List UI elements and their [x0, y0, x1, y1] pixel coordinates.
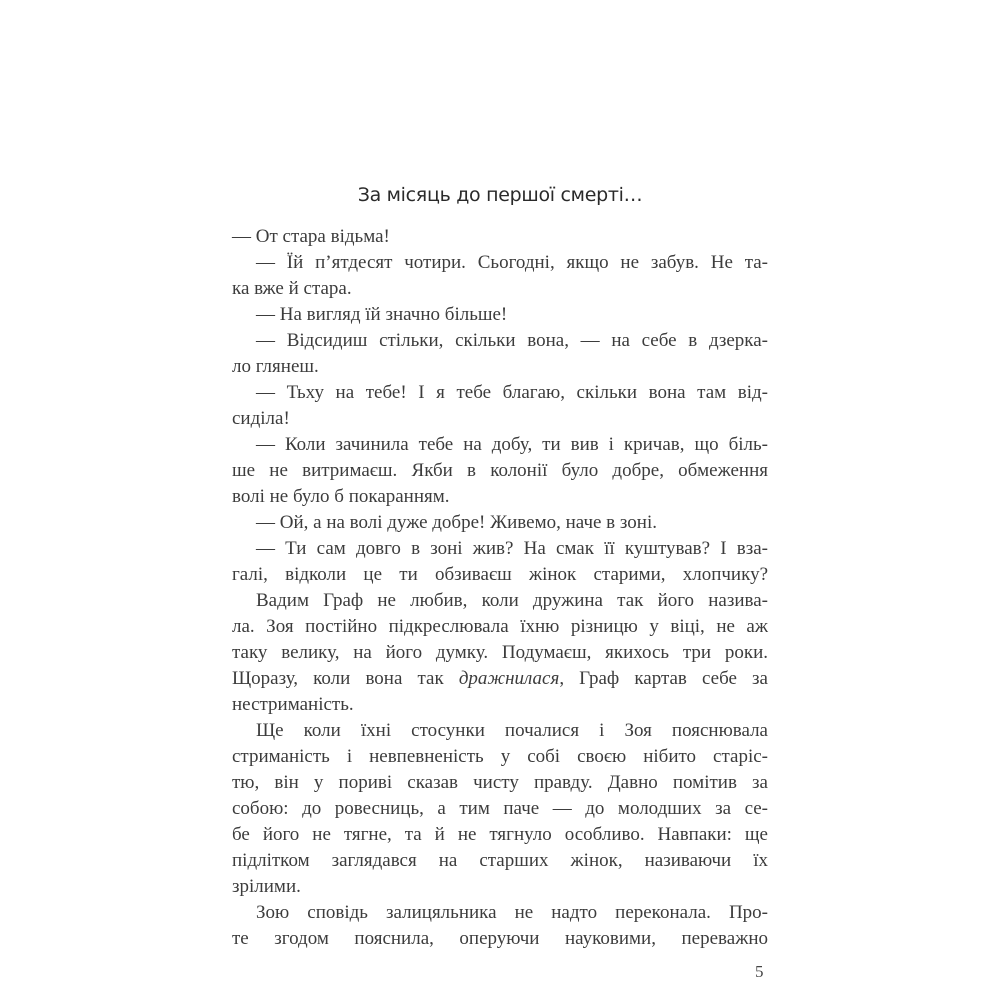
- text-span: , Граф картав себе за: [559, 668, 768, 689]
- text-line: ка вже й стара.: [232, 278, 352, 299]
- text-line: — Коли зачинила тебе на добу, ти вив і кричав, що біль-: [256, 434, 768, 455]
- text-line: — Їй п’ятдесят чотири. Сьогодні, якщо не забув. Не та-: [256, 252, 768, 273]
- body-text: [232, 224, 768, 952]
- text-line: те згодом пояснила, оперуючи науковими, переважно: [232, 928, 768, 949]
- text-line: таку велику, на його думку. Подумаєш, якихось три роки.: [232, 642, 768, 663]
- text-line: — Тьху на тебе! І я тебе благаю, скільки вона там від-: [256, 382, 768, 403]
- text-line: волі не було б покаранням.: [232, 486, 450, 507]
- text-line: стриманість і невпевненість у собі своєю нібито старіс-: [232, 746, 768, 767]
- text-line: зрілими.: [232, 876, 301, 897]
- text-line: — На вигляд їй значно більше!: [256, 304, 508, 325]
- text-line: Зою сповідь залицяльника не надто переконала. Про-: [256, 902, 768, 923]
- text-line: — Ой, а на волі дуже добре! Живемо, наче в зоні.: [256, 512, 657, 533]
- text-line: бе його не тягне, та й не тягнуло особливо. Навпаки: ще: [232, 824, 768, 845]
- text-line: Вадим Граф не любив, коли дружина так його назива-: [256, 590, 768, 611]
- text-line: — Ти сам довго в зоні жив? На смак її куштував? І вза-: [256, 538, 768, 559]
- page-number: 5: [755, 962, 764, 981]
- text-span: Щоразу, коли вона так: [232, 668, 459, 689]
- text-line: ло глянеш.: [232, 356, 319, 377]
- text-line: собою: до ровесниць, а тим паче — до молодших за се-: [232, 798, 768, 819]
- text-line: [232, 666, 768, 692]
- text-line: — От стара відьма!: [232, 226, 390, 247]
- chapter-title: За місяць до першої смерті…: [357, 184, 643, 206]
- text-line: ше не витримаєш. Якби в колонії було добре, обмеження: [232, 460, 768, 481]
- text-line: — Відсидиш стільки, скільки вона, — на себе в дзерка-: [256, 330, 768, 351]
- italic-word: дражнилася: [458, 668, 560, 689]
- text-line: ла. Зоя постійно підкреслювала їхню різницю у віці, не аж: [232, 616, 768, 637]
- text-line: тю, він у пориві сказав чисту правду. Давно помітив за: [232, 772, 768, 793]
- text-line: підлітком заглядався на старших жінок, називаючи їх: [232, 850, 768, 871]
- text-line: нестриманість.: [232, 694, 354, 715]
- text-line: галі, відколи це ти обзиваєш жінок старими, хлопчику?: [232, 564, 768, 585]
- text-line: Ще коли їхні стосунки почалися і Зоя пояснювала: [256, 720, 768, 741]
- text-line: сиділа!: [232, 408, 290, 429]
